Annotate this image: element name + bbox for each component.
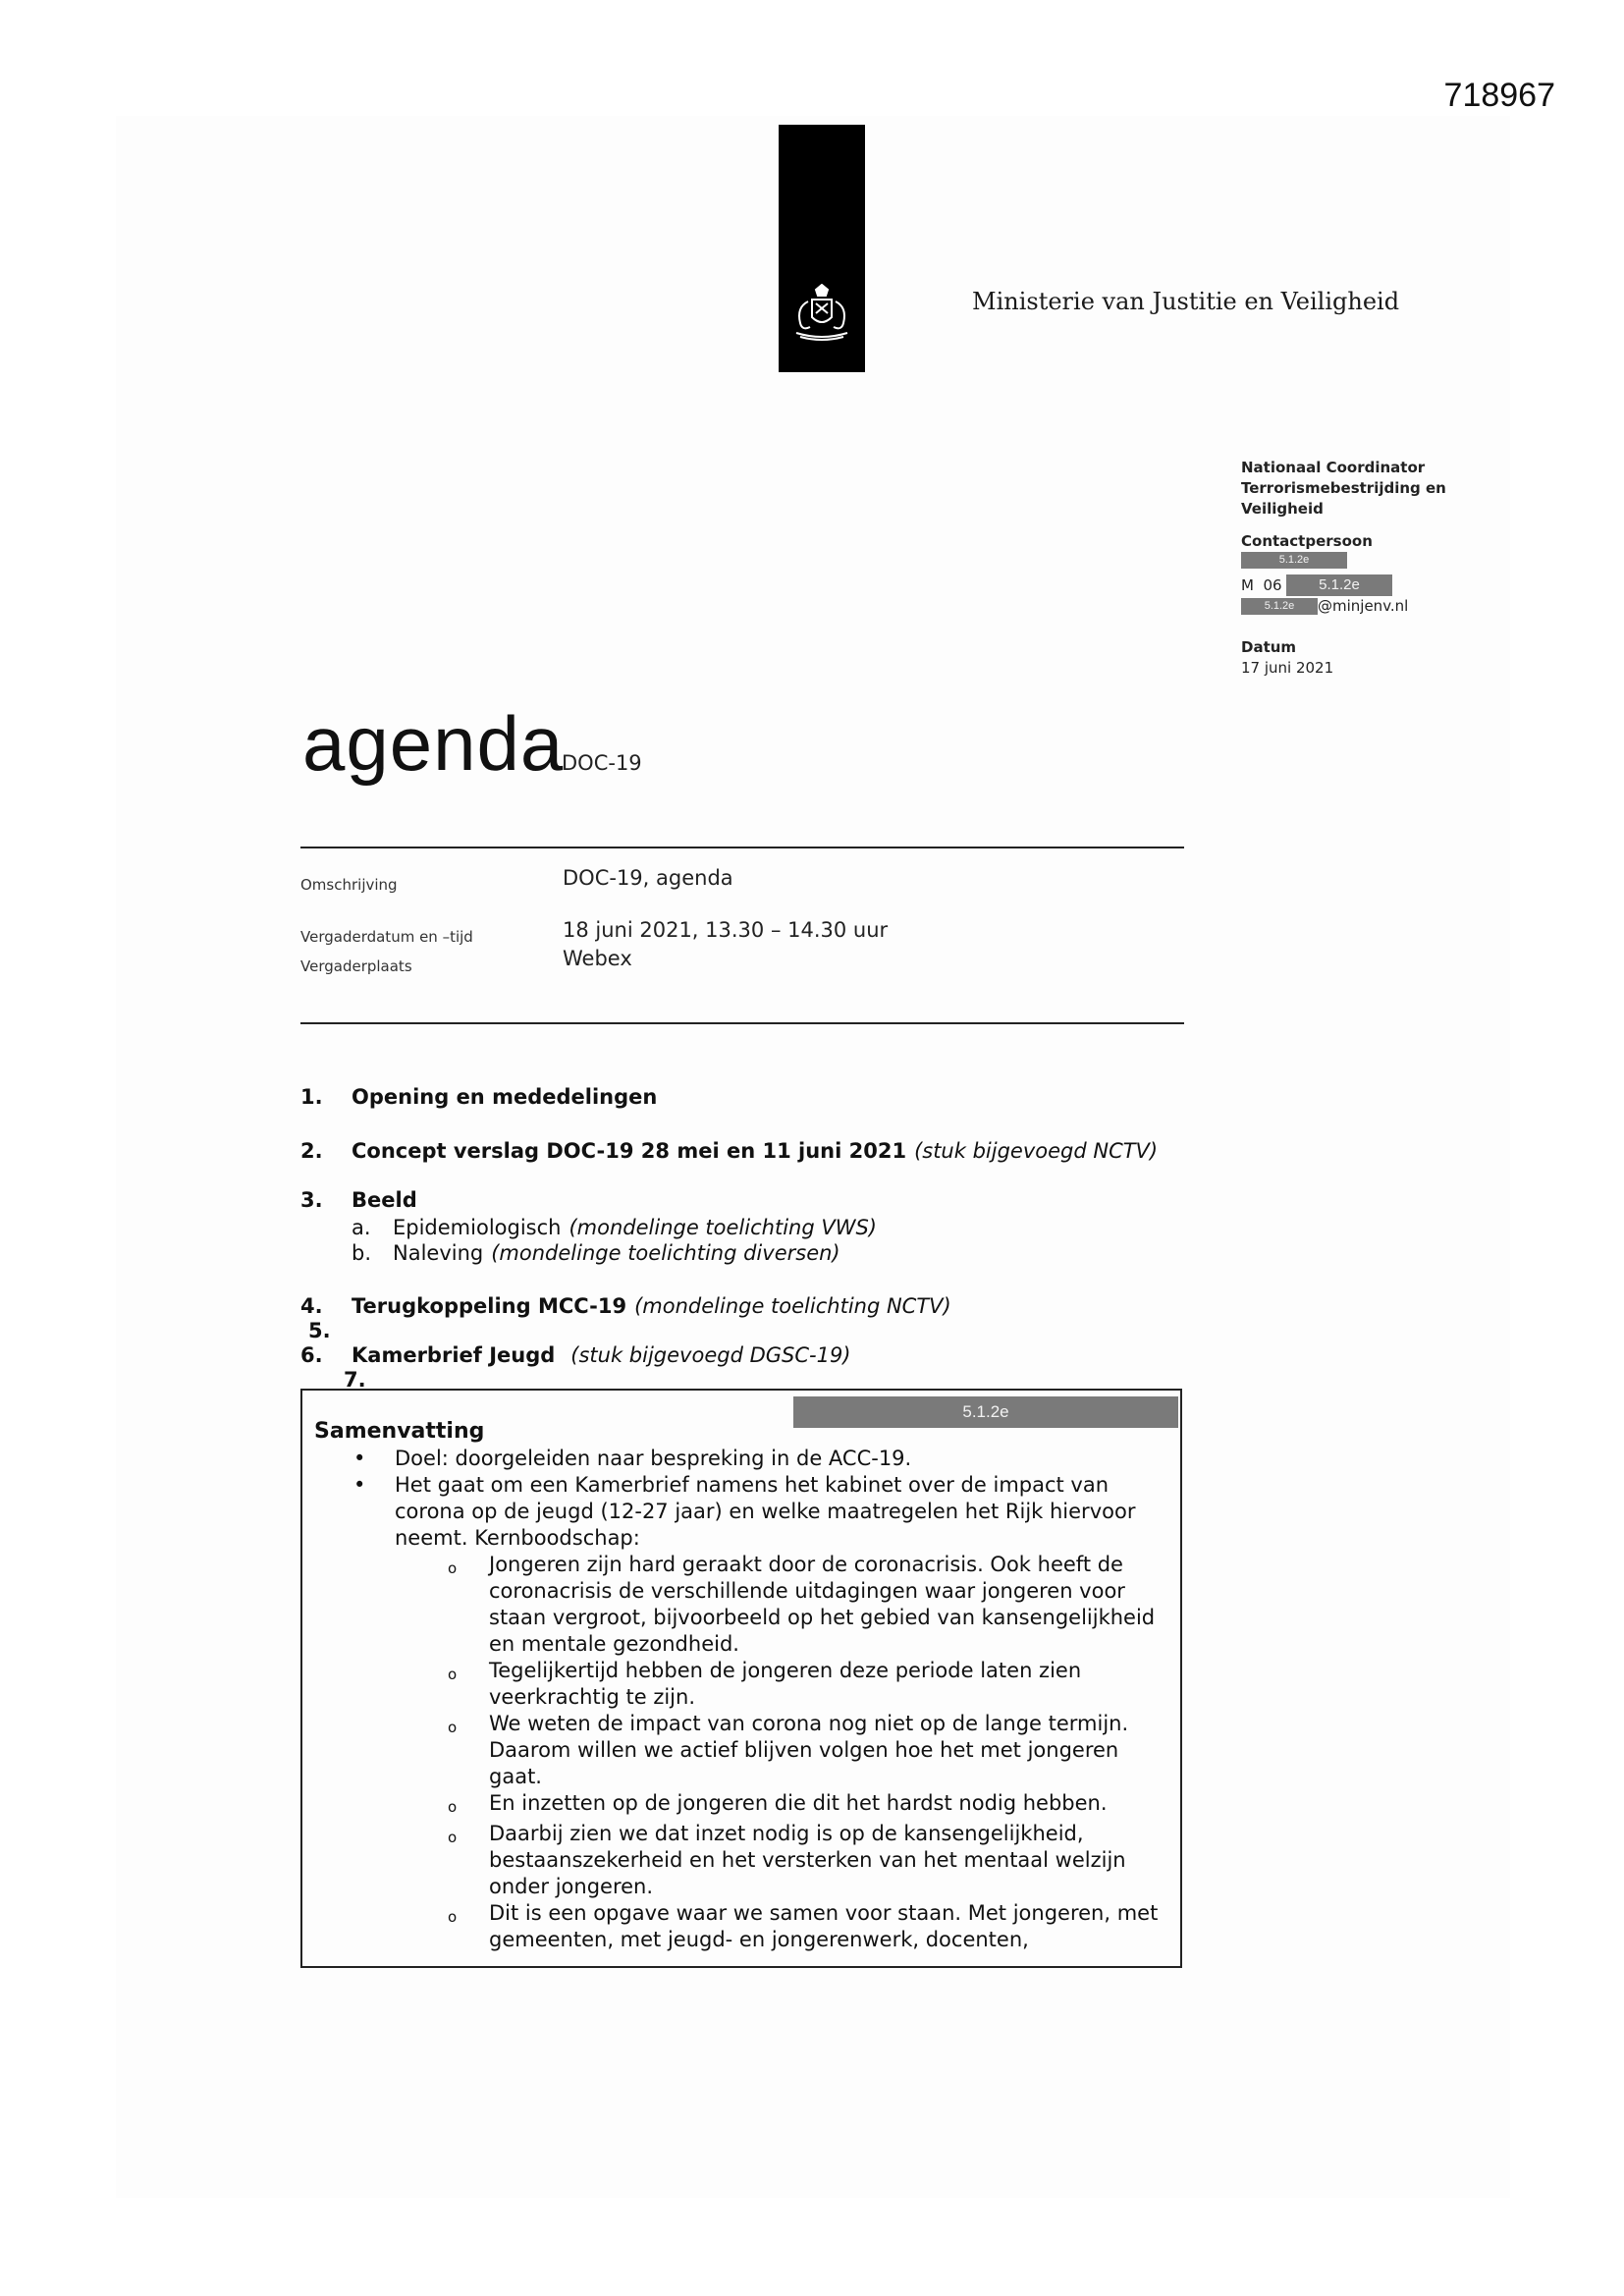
sidebar bbox=[1241, 458, 1477, 679]
sub-item-letter: b. bbox=[352, 1241, 372, 1265]
phone-prefix: M 06 bbox=[1241, 576, 1282, 594]
circle-bullet-icon: o bbox=[448, 1829, 458, 1846]
item-number: 2. bbox=[300, 1139, 323, 1163]
description-value: DOC-19, agenda bbox=[563, 866, 733, 890]
circle-bullet-icon: o bbox=[448, 1908, 458, 1926]
item-note: (stuk bijgevoegd DGSC-19) bbox=[570, 1343, 851, 1367]
kernboodschap-list bbox=[353, 1552, 1159, 1953]
item-title: Terugkoppeling MCC-19 bbox=[352, 1294, 627, 1318]
page-title: agenda bbox=[302, 700, 565, 787]
point-text: Dit is een opgave waar we samen voor staan. Met jongeren, met gemeenten, met jeugd- en jongerenwerk, docenten, bbox=[489, 1901, 1159, 1951]
sub-item-text: Epidemiologisch bbox=[393, 1216, 562, 1239]
summary-box bbox=[300, 1389, 1182, 1968]
email-redaction: 5.1.2e bbox=[1241, 598, 1318, 615]
page-subtitle: DOC-19 bbox=[562, 751, 642, 775]
summary-bullets bbox=[353, 1446, 1159, 1953]
contact-label: Contactpersoon bbox=[1241, 532, 1373, 550]
email-suffix: @minjenv.nl bbox=[1318, 597, 1409, 615]
item-note: (mondelinge toelichting NCTV) bbox=[634, 1294, 951, 1318]
agenda-item bbox=[300, 1294, 951, 1318]
item-number: 6. bbox=[300, 1343, 323, 1367]
bullet-icon: • bbox=[353, 1473, 366, 1497]
location-label: Vergaderplaats bbox=[300, 957, 412, 975]
contact-redaction: 5.1.2e bbox=[1241, 552, 1347, 569]
sub-item-letter: a. bbox=[352, 1216, 371, 1239]
item-title: Kamerbrief Jeugd bbox=[352, 1343, 556, 1367]
date-value: 17 juni 2021 bbox=[1241, 659, 1334, 677]
org-line: Nationaal Coordinator bbox=[1241, 459, 1426, 476]
circle-bullet-icon: o bbox=[448, 1719, 458, 1736]
government-logo-bar bbox=[779, 125, 865, 372]
item-note: (stuk bijgevoegd NCTV) bbox=[914, 1139, 1159, 1163]
point-text: We weten de impact van corona nog niet op de lange termijn. Daarom willen we actief blijven volgen hoe het met jongeren gaat. bbox=[489, 1712, 1129, 1788]
list-item bbox=[448, 1900, 1159, 1953]
list-item bbox=[353, 1446, 1159, 1472]
item-number: 5. bbox=[308, 1319, 331, 1342]
bullet-text: Doel: doorgeleiden naar bespreking in de ACC-19. bbox=[395, 1447, 912, 1470]
bullet-text: Het gaat om een Kamerbrief namens het kabinet over de impact van corona op de jeugd (12-27 jaar) en welke maatregelen het Rijk hiervoor neemt. Kernboodschap: bbox=[395, 1473, 1136, 1550]
summary-heading: Samenvatting bbox=[314, 1419, 485, 1444]
org-line: Terrorismebestrijding en bbox=[1241, 479, 1446, 497]
circle-bullet-icon: o bbox=[448, 1666, 458, 1683]
item-number: 4. bbox=[300, 1294, 323, 1318]
phone-redaction: 5.1.2e bbox=[1286, 574, 1392, 596]
list-item bbox=[448, 1711, 1159, 1790]
ministry-name: Ministerie van Justitie en Veiligheid bbox=[972, 288, 1400, 315]
agenda-item bbox=[300, 1188, 417, 1212]
date-label: Datum bbox=[1241, 638, 1297, 656]
summary-redaction: 5.1.2e bbox=[793, 1396, 1178, 1428]
agenda-item bbox=[308, 1319, 359, 1342]
agenda-item bbox=[300, 1139, 1158, 1163]
list-item bbox=[448, 1790, 1159, 1821]
point-text: Jongeren zijn hard geraakt door de coronacrisis. Ook heeft de coronacrisis de verschillende uitdagingen waar jongeren voor staan vergroot, bijvoorbeeld op het gebied van kansengelijkheid en mentale gezondheid. bbox=[489, 1553, 1156, 1656]
divider bbox=[300, 1022, 1184, 1024]
org-line: Veiligheid bbox=[1241, 500, 1324, 518]
bullet-icon: • bbox=[353, 1447, 366, 1470]
sub-item-text: Naleving bbox=[393, 1241, 484, 1265]
location-value: Webex bbox=[563, 947, 632, 970]
item-number: 1. bbox=[300, 1085, 323, 1109]
agenda-item bbox=[300, 1343, 851, 1367]
description-label: Omschrijving bbox=[300, 876, 398, 894]
list-item bbox=[448, 1658, 1159, 1711]
datetime-label: Vergaderdatum en –tijd bbox=[300, 928, 473, 946]
sub-item-note: (mondelinge toelichting diversen) bbox=[491, 1241, 840, 1265]
item-title: Beeld bbox=[352, 1188, 417, 1212]
coat-of-arms-icon bbox=[788, 284, 855, 343]
item-title: Concept verslag DOC-19 28 mei en 11 juni 2021 bbox=[352, 1139, 907, 1163]
document-number: 718967 bbox=[1443, 77, 1555, 114]
list-item bbox=[448, 1821, 1159, 1900]
datetime-value: 18 juni 2021, 13.30 – 14.30 uur bbox=[563, 918, 889, 942]
point-text: Tegelijkertijd hebben de jongeren deze periode laten zien veerkrachtig te zijn. bbox=[489, 1659, 1082, 1709]
divider bbox=[300, 847, 1184, 848]
sub-item bbox=[352, 1216, 877, 1239]
agenda-item bbox=[300, 1085, 657, 1109]
point-text: En inzetten op de jongeren die dit het hardst nodig hebben. bbox=[489, 1791, 1108, 1815]
list-item bbox=[353, 1472, 1159, 1552]
sub-item-note: (mondelinge toelichting VWS) bbox=[568, 1216, 877, 1239]
item-number: 7. bbox=[344, 1368, 366, 1392]
list-item bbox=[448, 1552, 1159, 1658]
item-title: Opening en mededelingen bbox=[352, 1085, 658, 1109]
circle-bullet-icon: o bbox=[448, 1559, 458, 1577]
sub-item bbox=[352, 1241, 840, 1265]
item-number: 3. bbox=[300, 1188, 323, 1212]
circle-bullet-icon: o bbox=[448, 1798, 458, 1816]
point-text: Daarbij zien we dat inzet nodig is op de kansengelijkheid, bestaanszekerheid en het versterken van het mentaal welzijn onder jongeren. bbox=[489, 1822, 1126, 1898]
